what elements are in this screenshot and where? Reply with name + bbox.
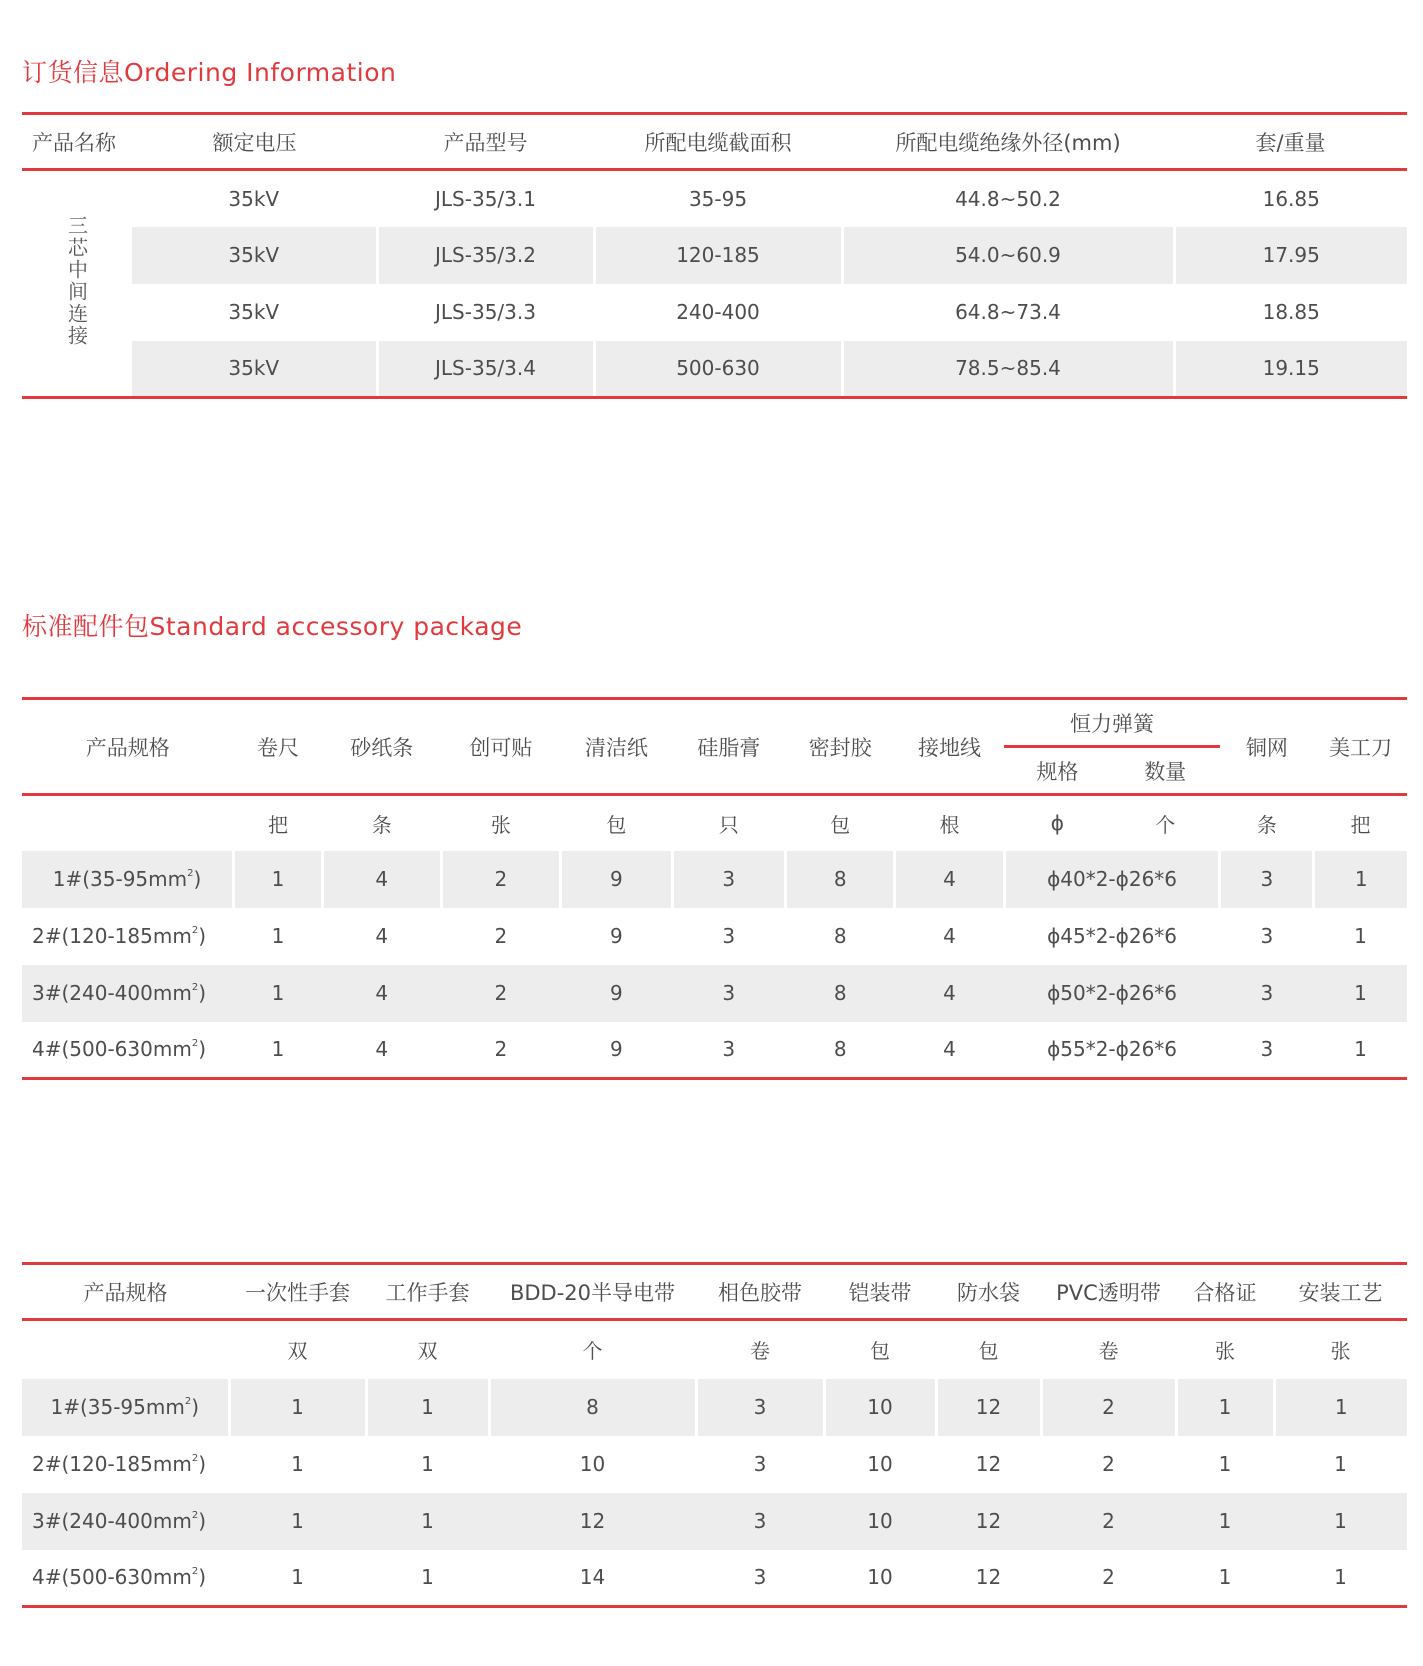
value-cell: 2	[1041, 1493, 1176, 1550]
header-insulation-diameter: 所配电缆绝缘外径(mm)	[842, 114, 1174, 170]
header-install-guide: 安装工艺	[1274, 1264, 1407, 1320]
value-cell: 4	[895, 1022, 1004, 1079]
value-cell: 1	[1314, 965, 1407, 1022]
value-cell: 3	[1260, 924, 1274, 948]
value-cell: 8	[833, 924, 847, 948]
cell-model: JLS-35/3.2	[377, 227, 594, 284]
value-cell: 1	[1314, 851, 1407, 908]
value-cell: 4	[895, 965, 1004, 1022]
value-cell: 1	[1274, 1379, 1407, 1436]
product-name: 三芯中间连接	[64, 215, 89, 347]
unit-cell: 只	[718, 812, 739, 837]
value-cell: 1	[366, 1379, 489, 1436]
value-cell: 1	[1334, 1452, 1347, 1476]
value-cell: 10	[579, 1452, 606, 1476]
header-constant-spring: 恒力弹簧	[1004, 699, 1220, 747]
header-utility-knife: 美工刀	[1314, 699, 1407, 795]
header-tape-measure: 卷尺	[234, 699, 323, 795]
value-cell: 1	[421, 1452, 434, 1476]
value-cell: 4	[323, 851, 442, 908]
value-cell: 8	[786, 1022, 895, 1079]
spec-cell: $4\#(500-630mm^2)$	[22, 1022, 234, 1079]
value-cell: 1	[234, 965, 323, 1022]
unit-cell: 根	[939, 812, 960, 837]
cell-model: JLS-35/3.3	[377, 284, 594, 341]
accessory1-header-row	[22, 699, 1407, 747]
spec-cell: $3\#(240-400mm^2)$	[22, 1493, 229, 1550]
header-model: 产品型号	[377, 114, 594, 170]
cell-section: 120-185	[594, 227, 842, 284]
units-row	[22, 1320, 1407, 1379]
value-cell: 12	[936, 1379, 1041, 1436]
spring-cell: ϕ55*2-ϕ26*6	[1004, 1022, 1220, 1079]
product-name-cell	[22, 170, 132, 398]
value-cell: 4	[375, 924, 389, 948]
table-row	[22, 284, 1407, 341]
cell-section: 500-630	[594, 341, 842, 398]
value-cell: 2	[441, 851, 561, 908]
unit-cell: 双	[417, 1339, 438, 1364]
cell-diameter: 54.0~60.9	[842, 227, 1174, 284]
accessory-title: 标准配件包Standard accessory package	[22, 612, 523, 641]
header-spring-spec: 规格	[1004, 747, 1110, 795]
cell-voltage: 35kV	[228, 300, 280, 324]
value-cell: 10	[867, 1452, 893, 1476]
value-cell: 1	[366, 1493, 489, 1550]
value-cell: 1	[1354, 924, 1367, 948]
value-cell: 14	[489, 1550, 696, 1607]
value-cell: 8	[786, 851, 895, 908]
value-cell: 1	[291, 1452, 304, 1476]
accessory2-header-row	[22, 1264, 1407, 1320]
header-weight: 套/重量	[1174, 114, 1407, 170]
value-cell: 12	[936, 1493, 1041, 1550]
cell-weight: 17.95	[1174, 227, 1407, 284]
header-armor-tape: 铠装带	[824, 1264, 936, 1320]
value-cell: 4	[943, 924, 956, 948]
table-row	[22, 1379, 1407, 1436]
cell-voltage: 35kV	[132, 341, 377, 398]
cell-section: 35-95	[594, 170, 842, 227]
header-phase-tape: 相色胶带	[696, 1264, 824, 1320]
value-cell: 8	[489, 1379, 696, 1436]
header-spec: 产品规格	[22, 699, 234, 795]
value-cell: 2	[494, 924, 508, 948]
value-cell: 1	[229, 1379, 366, 1436]
value-cell: 1	[1314, 1022, 1407, 1079]
value-cell: 3	[672, 851, 785, 908]
value-cell: 9	[561, 851, 672, 908]
value-cell: 10	[824, 1493, 936, 1550]
value-cell: 2	[441, 1022, 561, 1079]
value-cell: 1	[1218, 1452, 1232, 1476]
value-cell: 1	[1274, 1493, 1407, 1550]
spec-cell: $1\#(35-95mm^2)$	[22, 851, 234, 908]
header-spring-qty: 数量	[1111, 747, 1220, 795]
spec-cell: $2\#(120-185mm^2)$	[32, 1452, 207, 1476]
table-row	[22, 1550, 1407, 1607]
spec-cell: $3\#(240-400mm^2)$	[22, 965, 234, 1022]
value-cell: 3	[672, 965, 785, 1022]
unit-cell: 张	[1215, 1339, 1235, 1364]
unit-cell: 包	[978, 1339, 999, 1364]
spring-cell: ϕ50*2-ϕ26*6	[1004, 965, 1220, 1022]
header-ground-wire: 接地线	[895, 699, 1004, 795]
value-cell: 3	[722, 924, 736, 948]
header-semi-conductive-tape: BDD-20半导电带	[489, 1264, 696, 1320]
value-cell: 1	[229, 1493, 366, 1550]
cell-voltage: 35kV	[228, 186, 280, 211]
unit-cell: 张	[1330, 1339, 1351, 1364]
value-cell: 3	[1220, 851, 1314, 908]
unit-cell: 卷	[750, 1339, 770, 1364]
table-row	[22, 851, 1407, 908]
value-cell: 4	[323, 1022, 442, 1079]
unit-cell: 包	[830, 812, 851, 837]
unit-cell: 把	[268, 812, 289, 837]
value-cell: 12	[975, 1452, 1002, 1476]
value-cell: 1	[234, 1022, 323, 1079]
value-cell: 2	[1102, 1452, 1115, 1476]
value-cell: 3	[696, 1550, 824, 1607]
unit-cell: 条	[371, 812, 392, 837]
header-spec: 产品规格	[22, 1264, 229, 1320]
cell-weight: 19.15	[1174, 341, 1407, 398]
cell-section: 240-400	[594, 284, 842, 341]
value-cell: 10	[824, 1550, 936, 1607]
value-cell: 1	[1176, 1379, 1274, 1436]
table-row	[22, 1493, 1407, 1550]
spring-cell: ϕ40*2-ϕ26*6	[1004, 851, 1220, 908]
value-cell: 1	[1176, 1493, 1274, 1550]
header-disposable-gloves: 一次性手套	[229, 1264, 366, 1320]
unit-cell: 把	[1350, 812, 1371, 837]
units-row	[22, 795, 1407, 851]
header-silicone-grease: 硅脂膏	[672, 699, 785, 795]
unit-cell: ϕ	[1050, 811, 1064, 836]
value-cell: 3	[1220, 965, 1314, 1022]
value-cell: 1	[271, 924, 285, 948]
table-row	[22, 965, 1407, 1022]
table-row	[22, 341, 1407, 398]
header-cleaning-paper: 清洁纸	[561, 699, 672, 795]
value-cell: 2	[1041, 1379, 1176, 1436]
unit-cell: 个	[582, 1339, 603, 1364]
value-cell: 10	[824, 1379, 936, 1436]
unit-cell: 包	[870, 1339, 890, 1364]
cell-model: JLS-35/3.4	[377, 341, 594, 398]
value-cell: 9	[561, 965, 672, 1022]
value-cell: 3	[1220, 1022, 1314, 1079]
header-certificate: 合格证	[1176, 1264, 1274, 1320]
table-row	[22, 1436, 1407, 1493]
value-cell: 9	[609, 924, 623, 948]
cell-diameter: 64.8~73.4	[842, 284, 1174, 341]
value-cell: 2	[1041, 1550, 1176, 1607]
spec-cell: $1\#(35-95mm^2)$	[22, 1379, 229, 1436]
value-cell: 4	[323, 965, 442, 1022]
unit-cell: 卷	[1098, 1339, 1119, 1364]
table-row	[22, 170, 1407, 227]
value-cell: 12	[936, 1550, 1041, 1607]
spring-cell: ϕ45*2-ϕ26*6	[1047, 924, 1178, 948]
header-product-name: 产品名称	[22, 114, 132, 170]
header-work-gloves: 工作手套	[366, 1264, 489, 1320]
value-cell: 1	[366, 1550, 489, 1607]
spec-cell: $4\#(500-630mm^2)$	[22, 1550, 229, 1607]
table-row	[22, 908, 1407, 965]
value-cell: 1	[229, 1550, 366, 1607]
value-cell: 1	[1176, 1550, 1274, 1607]
value-cell: 12	[489, 1493, 696, 1550]
header-sealant: 密封胶	[786, 699, 895, 795]
table-row	[22, 1022, 1407, 1079]
ordering-table	[22, 112, 1407, 399]
cell-voltage: 35kV	[132, 227, 377, 284]
header-cross-section: 所配电缆截面积	[594, 114, 842, 170]
accessory-table-1	[22, 697, 1407, 1080]
value-cell: 3	[672, 1022, 785, 1079]
value-cell: 3	[696, 1379, 824, 1436]
cell-weight: 18.85	[1174, 284, 1407, 341]
value-cell: 8	[786, 965, 895, 1022]
header-rated-voltage: 额定电压	[132, 114, 377, 170]
value-cell: 2	[441, 965, 561, 1022]
spec-cell: $2\#(120-185mm^2)$	[32, 924, 207, 948]
unit-cell: 包	[606, 812, 627, 837]
value-cell: 1	[1274, 1550, 1407, 1607]
value-cell: 9	[561, 1022, 672, 1079]
value-cell: 1	[234, 851, 323, 908]
cell-model: JLS-35/3.1	[377, 170, 594, 227]
header-copper-mesh: 铜网	[1220, 699, 1314, 795]
header-sandpaper: 砂纸条	[323, 699, 442, 795]
header-bandage: 创可贴	[441, 699, 561, 795]
value-cell: 3	[753, 1452, 767, 1476]
ordering-header-row	[22, 114, 1407, 170]
table-row	[22, 227, 1407, 284]
value-cell: 3	[696, 1493, 824, 1550]
value-cell: 4	[895, 851, 1004, 908]
unit-cell: 双	[287, 1339, 308, 1364]
cell-diameter: 78.5~85.4	[842, 341, 1174, 398]
cell-diameter: 44.8~50.2	[842, 170, 1174, 227]
header-waterproof-bag: 防水袋	[936, 1264, 1041, 1320]
header-pvc-tape: PVC透明带	[1041, 1264, 1176, 1320]
unit-cell: 张	[490, 812, 511, 837]
unit-cell: 个	[1155, 812, 1176, 837]
ordering-title: 订货信息Ordering Information	[22, 58, 397, 87]
accessory-table-2	[22, 1262, 1407, 1608]
unit-cell: 条	[1256, 812, 1277, 837]
cell-weight: 16.85	[1174, 170, 1407, 227]
